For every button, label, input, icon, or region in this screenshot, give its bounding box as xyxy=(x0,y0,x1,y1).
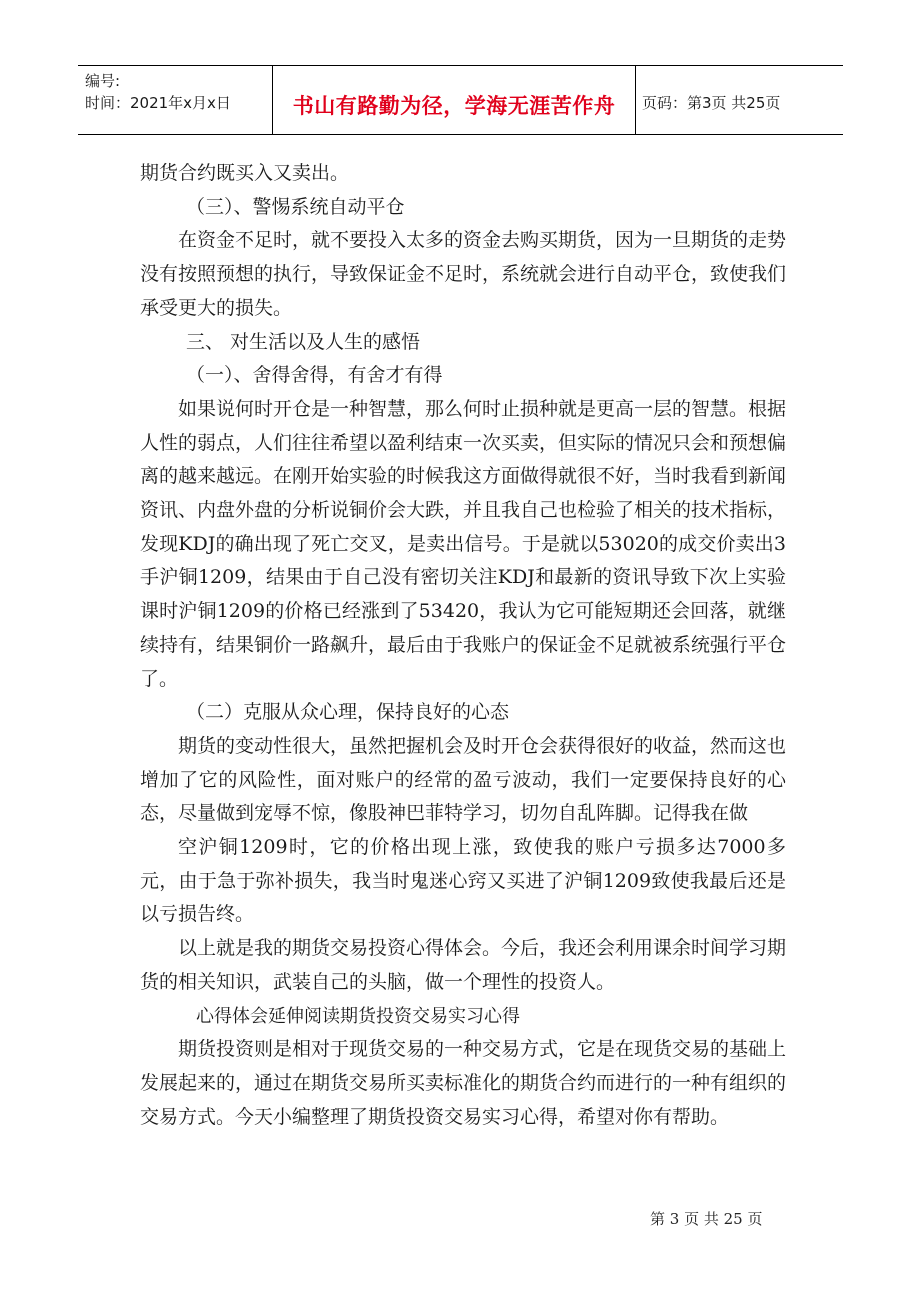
body-paragraph-5: 空沪铜1209时，它的价格出现上涨，致使我的账户亏损多达7000多元，由于急于弥补损失，我当时鬼迷心窍又买进了沪铜1209致使我最后还是以亏损告终。 xyxy=(140,836,786,926)
section-heading-give-and-take: （一）、舍得舍得，有舍才有得 xyxy=(186,364,443,387)
document-code-label: 编号: xyxy=(85,72,121,90)
body-paragraph-7: 期货投资则是相对于现货交易的一种交易方式，它是在现货交易的基础上发展起来的，通过在期货交易所买卖标准化的期货合约而进行的一种有组织的交易方式。今天小编整理了期货投资交易实习心得，希望对你有帮助。 xyxy=(140,1038,787,1128)
header-motto-cell xyxy=(272,66,636,134)
header-motto: 书山有路勤为径，学海无涯苦作舟 xyxy=(292,94,616,118)
page-footer: 第 3 页 共 25 页 xyxy=(650,1210,763,1228)
section-heading-life-insight: 三、 对生活以及人生的感悟 xyxy=(186,330,421,353)
body-paragraph-4: 期货的变动性很大，虽然把握机会及时开仓会获得很好的收益，然而这也增加了它的风险性，面对账户的经常的盈亏波动，我们一定要保持良好的心态，尽量做到宠辱不惊，像股神巴菲特学习，切勿自乱阵脚。记得我在做 xyxy=(140,734,787,825)
document-body xyxy=(140,157,786,1134)
document-date-label: 时间：2021年x月x日 xyxy=(85,94,231,112)
body-paragraph-6: 以上就是我的期货交易投资心得体会。今后，我还会利用课余时间学习期货的相关知识，武装自己的头脑，做一个理性的投资人。 xyxy=(140,937,787,993)
header-meta-cell xyxy=(78,66,272,134)
page-header xyxy=(78,65,843,135)
extended-reading-title: 心得体会延伸阅读期货投资交易实习心得 xyxy=(196,1005,520,1027)
body-paragraph-2: 在资金不足时，就不要投入太多的资金去购买期货，因为一旦期货的走势没有按照预想的执行，导致保证金不足时，系统就会进行自动平仓，致使我们承受更大的损失。 xyxy=(140,229,787,319)
body-paragraph-3: 如果说何时开仓是一种智慧，那么何时止损种就是更高一层的智慧。根据人性的弱点，人们往往希望以盈利结束一次买卖，但实际的情况只会和预想偏离的越来越远。在刚开始实验的时候我这方面做得就很不好，当时我看到新闻资讯、内盘外盘的分析说铜价会大跌，并且我自己也检验了相关的技术指标，发现KDJ的确出现了死亡交叉，是卖出信号。于是就以53020的成交价卖出3手沪铜1209，结果由于自己没有密切关注KDJ和最新的资讯导致下次上实验课时沪铜1209的价格已经涨到了53420，我认为它可能短期还会回落，就继续持有，结果铜价一路飙升，最后由于我账户的保证金不足就被系统强行平仓了。 xyxy=(140,397,787,690)
header-page-info: 页码：第3页 共25页 xyxy=(642,94,781,112)
section-heading-overcome-herd: （二）克服从众心理，保持良好的心态 xyxy=(186,701,510,724)
section-heading-alert-auto-close: （三）、警惕系统自动平仓 xyxy=(186,195,405,218)
body-paragraph-1: 期货合约既买入又卖出。 xyxy=(140,162,350,184)
header-page-cell xyxy=(634,66,843,134)
